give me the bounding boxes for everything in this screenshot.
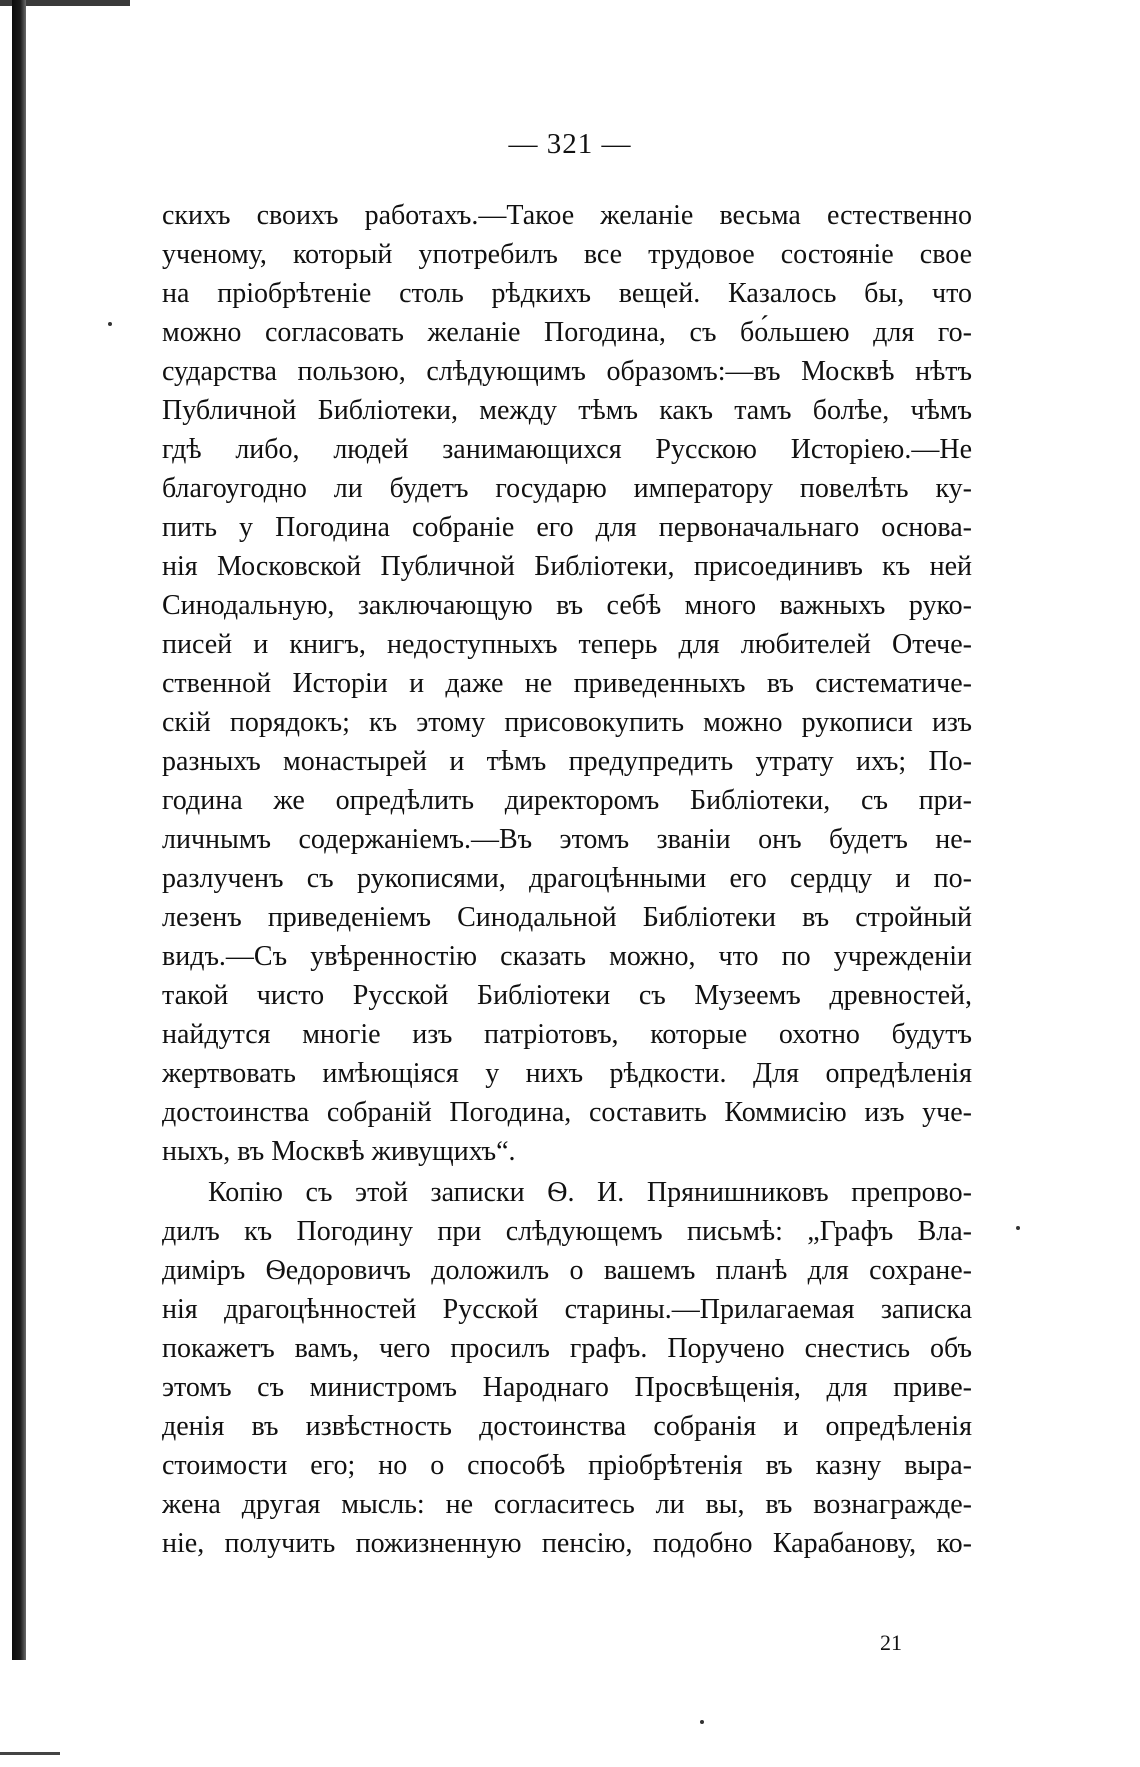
print-speck	[1016, 1226, 1020, 1230]
paragraph-1	[162, 196, 972, 1171]
print-speck	[108, 322, 112, 326]
text-line: покажетъ вамъ, чего просилъ графъ. Поручено снестись объ	[162, 1333, 972, 1364]
text-line: можно согласовать желаніе Погодина, съ бо́льшею для го-	[162, 317, 972, 348]
text-line: достоинства собраній Погодина, составить Коммисію изъ уче-	[162, 1097, 972, 1128]
text-line: Копію съ этой записки Ѳ. И. Прянишниковъ препрово-	[208, 1177, 972, 1208]
signature-mark: 21	[880, 1630, 902, 1655]
text-line: ученому, который употребилъ все трудовое состояніе свое	[162, 239, 972, 270]
text-line: ственной Исторіи и даже не приведенныхъ въ систематиче-	[162, 668, 972, 699]
text-line: найдутся многіе изъ патріотовъ, которые охотно будутъ	[162, 1019, 972, 1050]
scan-bottom-edge	[0, 1752, 60, 1755]
text-line: благоугодно ли будетъ государю императору повелѣть ку-	[162, 473, 972, 504]
print-speck	[700, 1720, 704, 1724]
text-line: такой чисто Русской Библіотеки съ Музеемъ древностей,	[162, 980, 972, 1011]
text-line: дилъ къ Погодину при слѣдующемъ письмѣ: „Графъ Вла-	[162, 1216, 972, 1247]
text-line: пить у Погодина собраніе его для первоначальнаго основа-	[162, 512, 972, 543]
text-line: писей и книгъ, недоступныхъ теперь для любителей Отече-	[162, 629, 972, 660]
text-line: денія въ извѣстность достоинства собранія и опредѣленія	[162, 1411, 972, 1442]
text-line: разныхъ монастырей и тѣмъ предупредить утрату ихъ; По-	[162, 746, 972, 777]
text-line: диміръ Ѳедоровичъ доложилъ о вашемъ планѣ для сохране-	[162, 1255, 972, 1286]
body-text	[162, 196, 972, 1563]
text-line: нія драгоцѣнностей Русской старины.—Прилагаемая записка	[162, 1294, 972, 1325]
text-line: стоимости его; но о способѣ пріобрѣтенія въ казну выра-	[162, 1450, 972, 1481]
text-line: ніе, получить пожизненную пенсію, подобно Карабанову, ко-	[162, 1528, 972, 1559]
text-line: жена другая мысль: не согласитесь ли вы, въ вознагражде-	[162, 1489, 972, 1520]
text-line: скій порядокъ; къ этому присовокупить можно рукописи изъ	[162, 707, 972, 738]
paragraph-2	[162, 1173, 972, 1563]
text-line: Публичной Библіотеки, между тѣмъ какъ тамъ болѣе, чѣмъ	[162, 395, 972, 426]
text-line: этомъ съ министромъ Народнаго Просвѣщенія, для приве-	[162, 1372, 972, 1403]
text-line: сударства пользою, слѣдующимъ образомъ:—въ Москвѣ нѣтъ	[162, 356, 972, 387]
book-spine-shadow	[12, 0, 26, 1660]
text-line: скихъ своихъ работахъ.—Такое желаніе весьма естественно	[162, 200, 972, 231]
text-line: разлученъ съ рукописями, драгоцѣнными его сердцу и по-	[162, 863, 972, 894]
text-line: на пріобрѣтеніе столь рѣдкихъ вещей. Казалось бы, что	[162, 278, 972, 309]
text-line: ныхъ, въ Москвѣ живущихъ“.	[162, 1136, 516, 1167]
text-line: година же опредѣлить директоромъ Библіотеки, съ при-	[162, 785, 972, 816]
text-line: жертвовать имѣющіяся у нихъ рѣдкости. Для опредѣленія	[162, 1058, 972, 1089]
text-line: гдѣ либо, людей занимающихся Русскою Исторіею.—Не	[162, 434, 972, 465]
text-line: Синодальную, заключающую въ себѣ много важныхъ руко-	[162, 590, 972, 621]
text-line: лезенъ приведеніемъ Синодальной Библіотеки въ стройный	[162, 902, 972, 933]
text-line: видъ.—Съ увѣренностію сказать можно, что по учрежденіи	[162, 941, 972, 972]
text-line: личнымъ содержаніемъ.—Въ этомъ званіи онъ будетъ не-	[162, 824, 972, 855]
page-number: — 321 —	[508, 128, 632, 160]
text-line: нія Московской Публичной Библіотеки, присоединивъ къ ней	[162, 551, 972, 582]
